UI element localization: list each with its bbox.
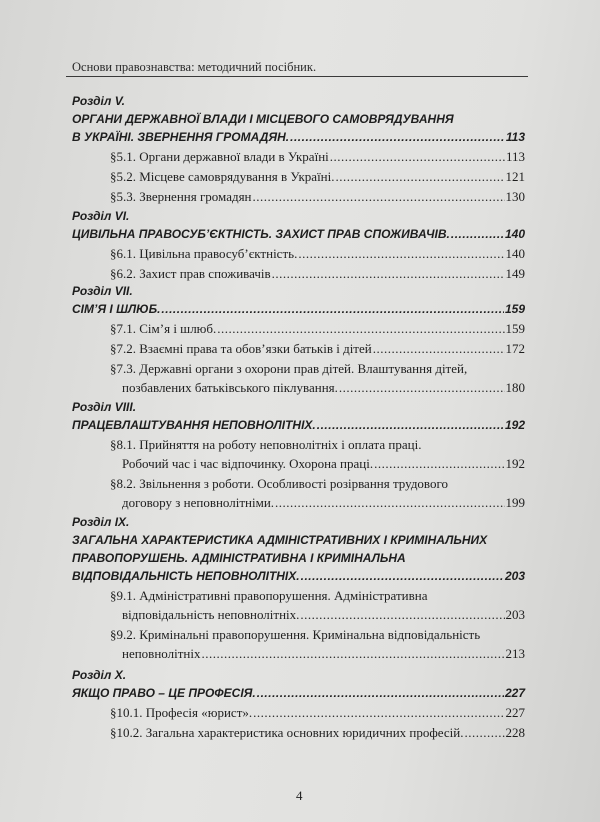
- toc-entry[interactable]: [72, 723, 525, 742]
- toc-chapter: [72, 398, 525, 512]
- chapter-title-line: [72, 128, 525, 146]
- entry-line: [110, 493, 525, 512]
- entry-line: [110, 723, 525, 742]
- toc-chapter: [72, 207, 525, 283]
- entry-line: [110, 319, 525, 338]
- chapter-title-line: [72, 684, 525, 702]
- entry-line: [110, 435, 525, 454]
- toc-entry[interactable]: [72, 319, 525, 338]
- dot-leader: [217, 319, 504, 338]
- chapter-title-text: ПРАЦЕВЛАШТУВАННЯ НЕПОВНОЛІТНІХ.: [72, 418, 316, 432]
- chapter-title-line: [72, 110, 525, 128]
- dot-leader: [336, 167, 505, 186]
- chapter-label: Розділ VI.: [72, 209, 130, 223]
- toc-entry[interactable]: [72, 187, 525, 206]
- toc-entry[interactable]: [72, 474, 525, 512]
- chapter-title-text: ЗАГАЛЬНА ХАРАКТЕРИСТИКА АДМІНІСТРАТИВНИХ І КРИМІНАЛЬНИХ: [72, 533, 488, 547]
- entry-line: [110, 339, 525, 358]
- chapter-title-line: [72, 416, 525, 434]
- chapter-title-text: В УКРАЇНІ. ЗВЕРНЕННЯ ГРОМАДЯН.: [72, 130, 290, 144]
- chapter-page: 159: [504, 302, 525, 316]
- toc-entry[interactable]: [72, 339, 525, 358]
- dot-leader: [290, 128, 505, 146]
- chapter-title-line: [72, 300, 525, 318]
- header-rule: [66, 76, 528, 77]
- entry-text: §9.2. Кримінальні правопорушення. Кримінальна відповідальність: [110, 627, 481, 642]
- chapter-title-text: ЦИВІЛЬНА ПРАВОСУБ’ЄКТНІСТЬ. ЗАХИСТ ПРАВ СПОЖИВАЧІВ.: [72, 227, 450, 241]
- entry-page: 149: [505, 266, 525, 281]
- chapter-page: 227: [504, 686, 525, 700]
- entry-line: [110, 244, 525, 263]
- entry-text: позбавлених батьківського піклування.: [122, 380, 338, 395]
- dot-leader: [253, 703, 504, 722]
- entry-page: 213: [505, 646, 525, 661]
- chapter-label: Розділ VII.: [72, 284, 133, 298]
- entry-line: [110, 359, 525, 378]
- toc-entry[interactable]: [72, 625, 525, 663]
- entry-page: 228: [505, 725, 525, 740]
- entry-text: §9.1. Адміністративні правопорушення. Адміністративна: [110, 588, 428, 603]
- entry-text: §5.3. Звернення громадян: [110, 189, 252, 204]
- chapter-title-line: [72, 549, 525, 567]
- entry-text: §7.2. Взаємні права та обов’язки батьків і дітей: [110, 341, 372, 356]
- entry-text: §5.2. Місцеве самоврядування в Україні.: [110, 169, 335, 184]
- toc-entry[interactable]: [72, 703, 525, 722]
- entry-page: 140: [505, 246, 525, 261]
- toc-entry[interactable]: [72, 435, 525, 473]
- chapter-page: 203: [504, 569, 525, 583]
- toc-entry[interactable]: [72, 167, 525, 186]
- entry-line: [110, 586, 525, 605]
- chapter-title-line: [72, 225, 525, 243]
- chapter-label: Розділ VIII.: [72, 400, 137, 414]
- chapter-label: Розділ X.: [72, 668, 127, 682]
- chapter-page: 192: [504, 418, 525, 432]
- toc-entry[interactable]: [72, 586, 525, 624]
- toc-chapter: [72, 513, 525, 663]
- entry-page: 121: [505, 169, 525, 184]
- toc-chapter: [72, 282, 525, 397]
- toc-chapter: [72, 666, 525, 742]
- entry-text: договору з неповнолітніми.: [122, 495, 275, 510]
- entry-page: 227: [505, 705, 525, 720]
- dot-leader: [272, 264, 505, 283]
- toc-entry[interactable]: [72, 244, 525, 263]
- chapter-title-text: СІМ’Я І ШЛЮБ.: [72, 302, 161, 316]
- dot-leader: [451, 225, 504, 243]
- dot-leader: [464, 723, 504, 742]
- entry-text: відповідальність неповнолітніх.: [122, 607, 300, 622]
- chapter-page: 113: [505, 130, 525, 144]
- entry-line: [110, 703, 525, 722]
- chapter-title-line: [72, 567, 525, 585]
- running-head: Основи правознавства: методичний посібник.: [72, 60, 317, 74]
- entry-line: [110, 644, 525, 663]
- entry-line: [110, 474, 525, 493]
- dot-leader: [301, 567, 504, 585]
- entry-page: 203: [505, 607, 525, 622]
- chapter-label: Розділ IX.: [72, 515, 130, 529]
- entry-text: §7.3. Державні органи з охорони прав дітей. Влаштування дітей,: [110, 361, 468, 376]
- toc-entry[interactable]: [72, 359, 525, 397]
- entry-page: 192: [505, 456, 525, 471]
- chapter-page: 140: [504, 227, 525, 241]
- entry-page: 159: [505, 321, 525, 336]
- entry-line: [110, 625, 525, 644]
- entry-line: [110, 454, 525, 473]
- entry-text: §7.1. Сім’я і шлюб.: [110, 321, 217, 336]
- entry-page: 180: [505, 380, 525, 395]
- toc-entry[interactable]: [72, 264, 525, 283]
- dot-leader: [298, 244, 504, 263]
- chapter-title-text: ПРАВОПОРУШЕНЬ. АДМІНІСТРАТИВНА І КРИМІНАЛЬНА: [72, 551, 406, 565]
- toc-chapter: [72, 92, 525, 206]
- entry-text: неповнолітніх: [122, 646, 201, 661]
- chapter-title-text: ОРГАНИ ДЕРЖАВНОЇ ВЛАДИ І МІСЦЕВОГО САМОВРЯДУВАННЯ: [72, 112, 454, 126]
- entry-text: §10.2. Загальна характеристика основних юридичних професій.: [110, 725, 464, 740]
- dot-leader: [161, 300, 504, 318]
- entry-page: 113: [505, 149, 525, 164]
- chapter-title-text: ЯКЩО ПРАВО – ЦЕ ПРОФЕСІЯ.: [72, 686, 256, 700]
- entry-text: §6.2. Захист прав споживачів: [110, 266, 271, 281]
- dot-leader: [373, 339, 505, 358]
- dot-leader: [339, 378, 505, 397]
- entry-page: 130: [505, 189, 525, 204]
- dot-leader: [275, 493, 504, 512]
- dot-leader: [253, 187, 505, 206]
- entry-page: 199: [505, 495, 525, 510]
- entry-line: [110, 378, 525, 397]
- entry-text: Робочий час і час відпочинку. Охорона праці.: [122, 456, 374, 471]
- dot-leader: [330, 147, 505, 166]
- entry-page: 172: [505, 341, 525, 356]
- dot-leader: [374, 454, 504, 473]
- toc-entry[interactable]: [72, 147, 525, 166]
- chapter-label: Розділ V.: [72, 94, 125, 108]
- page-number: 4: [296, 788, 303, 803]
- entry-text: §6.1. Цивільна правосуб’єктність.: [110, 246, 298, 261]
- dot-leader: [201, 644, 504, 663]
- entry-line: [110, 147, 525, 166]
- entry-text: §8.2. Звільнення з роботи. Особливості розірвання трудового: [110, 476, 448, 491]
- chapter-title-text: ВІДПОВІДАЛЬНІСТЬ НЕПОВНОЛІТНІХ.: [72, 569, 300, 583]
- chapter-title-line: [72, 531, 525, 549]
- dot-leader: [257, 684, 504, 702]
- entry-text: §8.1. Прийняття на роботу неповнолітніх і оплата праці.: [110, 437, 422, 452]
- entry-line: [110, 605, 525, 624]
- entry-line: [110, 187, 525, 206]
- entry-text: §10.1. Професія «юрист».: [110, 705, 253, 720]
- entry-text: §5.1. Органи державної влади в Україні: [110, 149, 329, 164]
- entry-line: [110, 167, 525, 186]
- dot-leader: [317, 416, 504, 434]
- entry-line: [110, 264, 525, 283]
- dot-leader: [300, 605, 504, 624]
